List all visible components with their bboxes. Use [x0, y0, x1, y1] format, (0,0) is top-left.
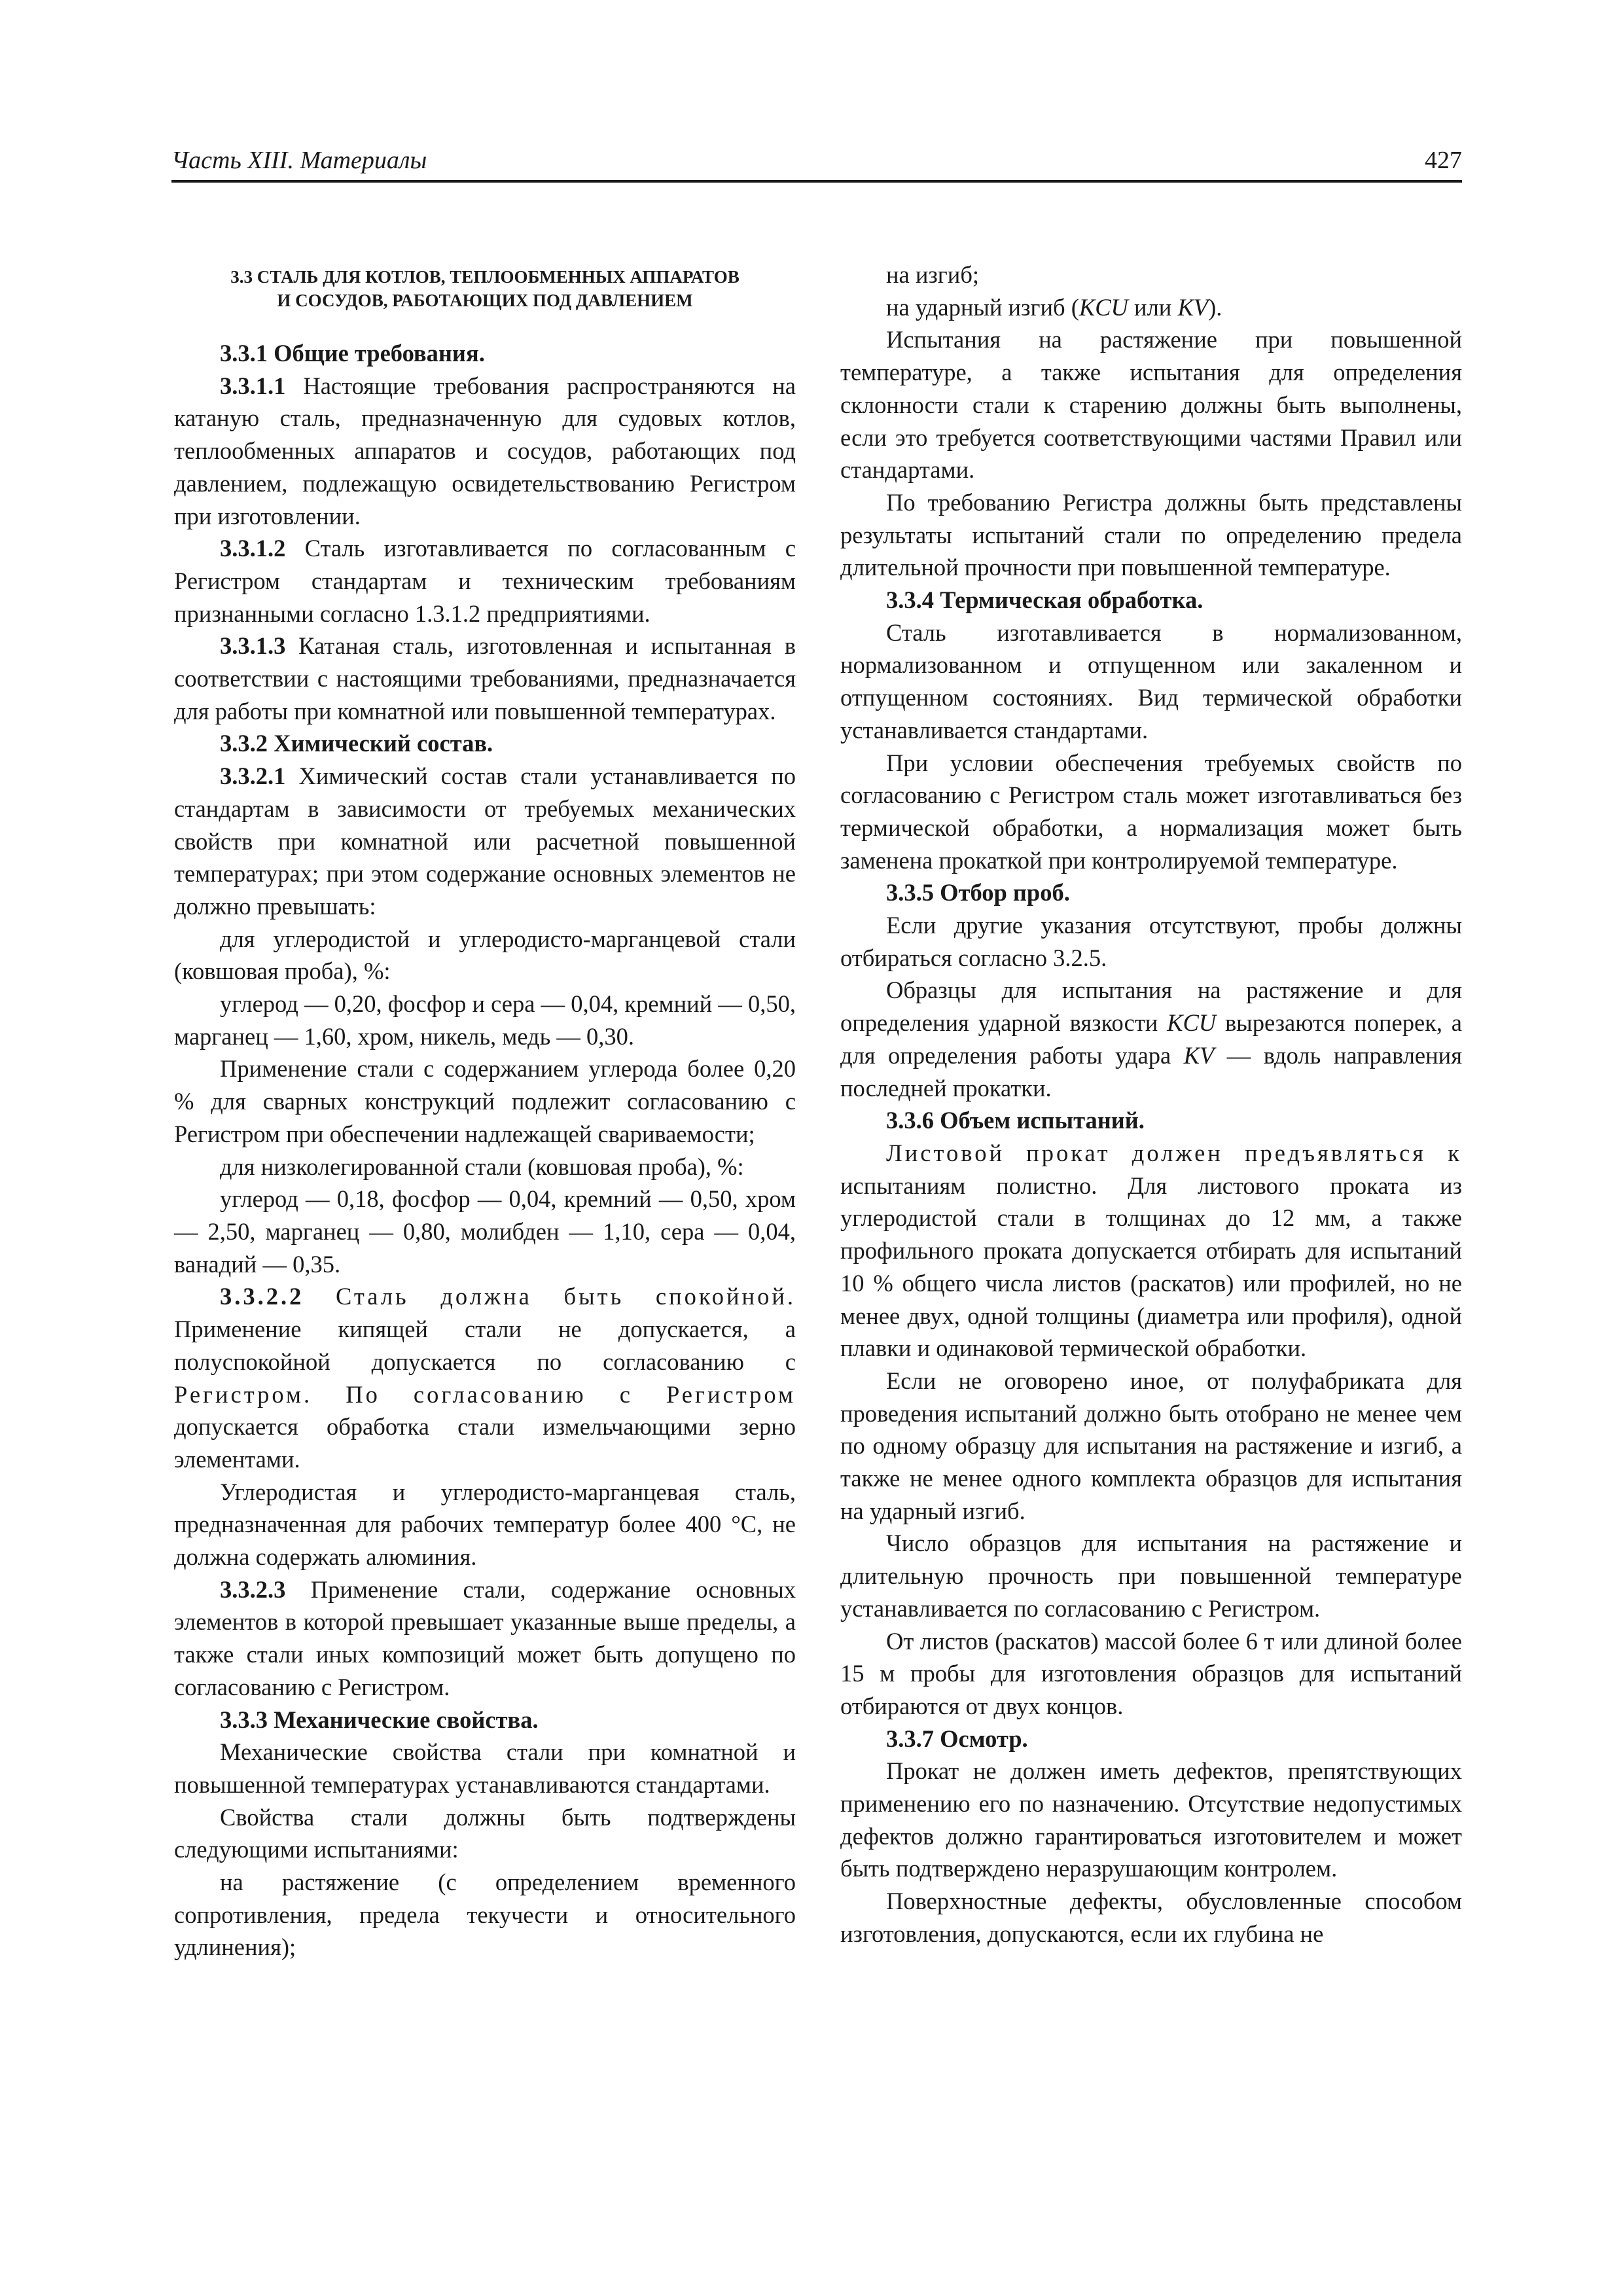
clause-number: 3.3.2.1 [220, 762, 286, 790]
left-column [174, 259, 796, 1964]
impact-end: ). [1208, 293, 1222, 321]
heading-3-3-2 [174, 727, 796, 760]
paragraph-lowalloy-values: углерод — 0,18, фосфор — 0,04, кремний — 0,50, хром — 2,50, марганец — 0,80, молибден — 1,10, сера — 0,04, ванадий — 0,35. [174, 1185, 796, 1278]
heading-3-3-5-text: 3.3.5 Отбор проб. [886, 879, 1070, 906]
section-title-line-2: И СОСУДОВ, РАБОТАЮЩИХ ПОД ДАВЛЕНИЕМ [277, 291, 693, 310]
page-number: 427 [1425, 147, 1462, 174]
paragraph-sampling-2 [840, 974, 1462, 1104]
running-header [171, 141, 1462, 183]
paragraph-sampling-1: Если другие указания отсутствуют, пробы должны отбираться согласно 3.2.5. [840, 912, 1462, 971]
impact-or: или [1128, 293, 1178, 321]
heading-3-3-1 [174, 337, 796, 370]
clause-number: 3.3.2.3 [220, 1575, 286, 1603]
section-title-line-1: 3.3 СТАЛЬ ДЛЯ КОТЛОВ, ТЕПЛООБМЕННЫХ АППАРАТОВ [230, 267, 740, 287]
paragraph-3-3-1-2 [174, 532, 796, 630]
heading-3-3-6 [840, 1104, 1462, 1137]
impact-text: на ударный изгиб ( [886, 293, 1079, 321]
paragraph-text-2: допускается обработка стали измельчающими зерно элементами. [174, 1413, 796, 1473]
clause-number: 3.3.1.2 [220, 535, 286, 562]
volume-text: испытаниям полистно. Для листового проката из углеродистой стали в толщинах до 12 мм, а также профильного проката допускается отбирать для испытаний 10 % общего числа листов (раскатов) или профилей, но не менее двух, одной толщины (диаметра или профиля), одной плавки и одинаковой термической обработки. [840, 1172, 1462, 1362]
heading-3-3-3 [174, 1704, 796, 1736]
paragraph-text-spaced: Сталь должна быть спокойной. [304, 1283, 796, 1310]
paragraph-inspection-2: Поверхностные дефекты, обусловленные способом изготовления, допускаются, если их глубина не [840, 1888, 1462, 1947]
paragraph-bend: на изгиб; [886, 261, 980, 288]
paragraph-volume-2: Если не оговорено иное, от полуфабриката для проведения испытаний должно быть отобрано не менее чем по одному образцу для испытания на растяжение и изгиб, а также не менее одного комплекта образцов для испытания на ударный изгиб. [840, 1367, 1462, 1524]
clause-number: 3.3.2.2 [220, 1283, 304, 1310]
symbol-kcu: KCU [1167, 1009, 1217, 1037]
symbol-kcu: KCU [1079, 293, 1128, 321]
sampling-text-c: — вдоль направления последней прокатки. [840, 1041, 1462, 1102]
paragraph-text: Применение кипящей стали не допускается, а полуспокойной допускается по согласованию с [174, 1316, 796, 1375]
paragraph-text-spaced-2: Регистром. По согласованию с Регистром [174, 1380, 796, 1408]
paragraph-mech-2: Свойства стали должны быть подтверждены следующими испытаниями: [174, 1803, 796, 1863]
heading-3-3-2-text: 3.3.2 Химический состав. [220, 730, 493, 757]
paragraph-aluminium: Углеродистая и углеродисто-марганцевая сталь, предназначенная для рабочих температур более 400 °С, не должна содержать алюминия. [174, 1478, 796, 1571]
paragraph-3-3-1-1 [174, 370, 796, 533]
paragraph-mech-3: на растяжение (с определением временного сопротивления, предела текучести и относительного удлинения); [174, 1869, 796, 1961]
paragraph-text: Применение стали, содержание основных элементов в которой превышает указанные выше пределы, а также стали иных композиций может быть допущено по согласованию с Регистром. [174, 1575, 796, 1700]
paragraph-heat-2: При условии обеспечения требуемых свойств по согласованию с Регистром сталь может изготавливаться без термической обработки, а нормализация может быть заменена прокаткой при контролируемой температуре. [840, 749, 1462, 874]
header-title: Часть XIII. Материалы [171, 147, 427, 174]
clause-number: 3.3.1.3 [220, 632, 286, 660]
paragraph-text: Сталь изготавливается по согласованным с Регистром стандартам и техническим требованиям признанными согласно 1.3.1.2 предприятиями. [174, 535, 796, 627]
heading-3-3-5 [840, 876, 1462, 909]
paragraph-volume-4: От листов (раскатов) массой более 6 т или длиной более 15 м пробы для изготовления образцов для испытаний отбираются от двух концов. [840, 1627, 1462, 1719]
heading-3-3-7-text: 3.3.7 Осмотр. [886, 1725, 1028, 1752]
paragraph-3-3-2-3 [174, 1573, 796, 1704]
paragraph-3-3-2-2 [174, 1280, 796, 1475]
heading-3-3-4-text: 3.3.4 Термическая обработка. [886, 586, 1204, 614]
paragraph-text: Катаная сталь, изготовленная и испытанная в соответствии с настоящими требованиями, предназначается для работы при комнатной или повышенной температурах. [174, 632, 796, 725]
paragraph-volume-3: Число образцов для испытания на растяжение и длительную прочность при повышенной температуре устанавливается по согласованию с Регистром. [840, 1530, 1462, 1622]
heading-3-3-4 [840, 584, 1462, 617]
paragraph-3-3-1-3 [174, 630, 796, 727]
paragraph-carbon-limit: Применение стали с содержанием углерода более 0,20 % для сварных конструкций подлежит согласованию с Регистром при обеспечении надлежащей свариваемости; [174, 1055, 796, 1147]
paragraph-text: Настоящие требования распространяются на катаную сталь, предназначенную для судовых котлов, теплообменных аппаратов и сосудов, работающих под давлением, подлежащую освидетельствованию Регистром при изготовлении. [174, 372, 796, 529]
heading-3-3-7 [840, 1723, 1462, 1755]
paragraph-inspection-1: Прокат не должен иметь дефектов, препятствующих применению его по назначению. Отсутствие недопустимых дефектов должно гарантироваться изготовителем и может быть подтверждено неразрушающим контролем. [840, 1757, 1462, 1882]
heading-3-3-1-text: 3.3.1 Общие требования. [220, 340, 485, 367]
paragraph-text: Химический состав стали устанавливается по стандартам в зависимости от требуемых механических свойств при комнатной или расчетной повышенной температурах; при этом содержание основных элементов не должно превышать: [174, 762, 796, 920]
paragraph-lowalloy-intro: для низколегированной стали (ковшовая проба), %: [220, 1153, 744, 1180]
paragraph-carbon-intro: для углеродистой и углеродисто-марганцевой стали (ковшовая проба), %: [174, 925, 796, 985]
heading-3-3-6-text: 3.3.6 Объем испытаний. [886, 1107, 1145, 1134]
paragraph-elevated: Испытания на растяжение при повышенной температуре, а также испытания для определения склонности стали к старению должны быть выполнены, если это требуется соответствующими частями Правил или стандартами. [840, 326, 1462, 484]
section-title [174, 265, 796, 312]
heading-3-3-3-text: 3.3.3 Механические свойства. [220, 1706, 539, 1733]
symbol-kv: KV [1183, 1041, 1215, 1069]
paragraph-3-3-2-1 [174, 760, 796, 923]
paragraph-volume-1 [840, 1137, 1462, 1365]
paragraph-carbon-values: углерод — 0,20, фосфор и сера — 0,04, кремний — 0,50, марганец — 1,60, хром, никель, медь — 0,30. [174, 990, 796, 1050]
sampling-text-a: Образцы для испытания на растяжение и для определения ударной вязкости [840, 977, 1462, 1037]
symbol-kv: KV [1177, 293, 1209, 321]
paragraph-impact [840, 291, 1462, 324]
paragraph-heat-1: Сталь изготавливается в нормализованном, нормализованном и отпущенном или закаленном и отпущенном состояниях. Вид термической обработки устанавливается стандартами. [840, 619, 1462, 744]
paragraph-longterm: По требованию Регистра должны быть представлены результаты испытаний стали по определению предела длительной прочности при повышенной температуре. [840, 488, 1462, 581]
clause-number: 3.3.1.1 [220, 372, 286, 399]
paragraph-mech-1: Механические свойства стали при комнатной и повышенной температурах устанавливаются стандартами. [174, 1738, 796, 1798]
volume-text-spaced: Листовой прокат должен предъявляться к [886, 1139, 1462, 1166]
right-column [840, 259, 1462, 1950]
sampling-text-b: вырезаются поперек, а для определения работы удара [840, 1009, 1462, 1069]
